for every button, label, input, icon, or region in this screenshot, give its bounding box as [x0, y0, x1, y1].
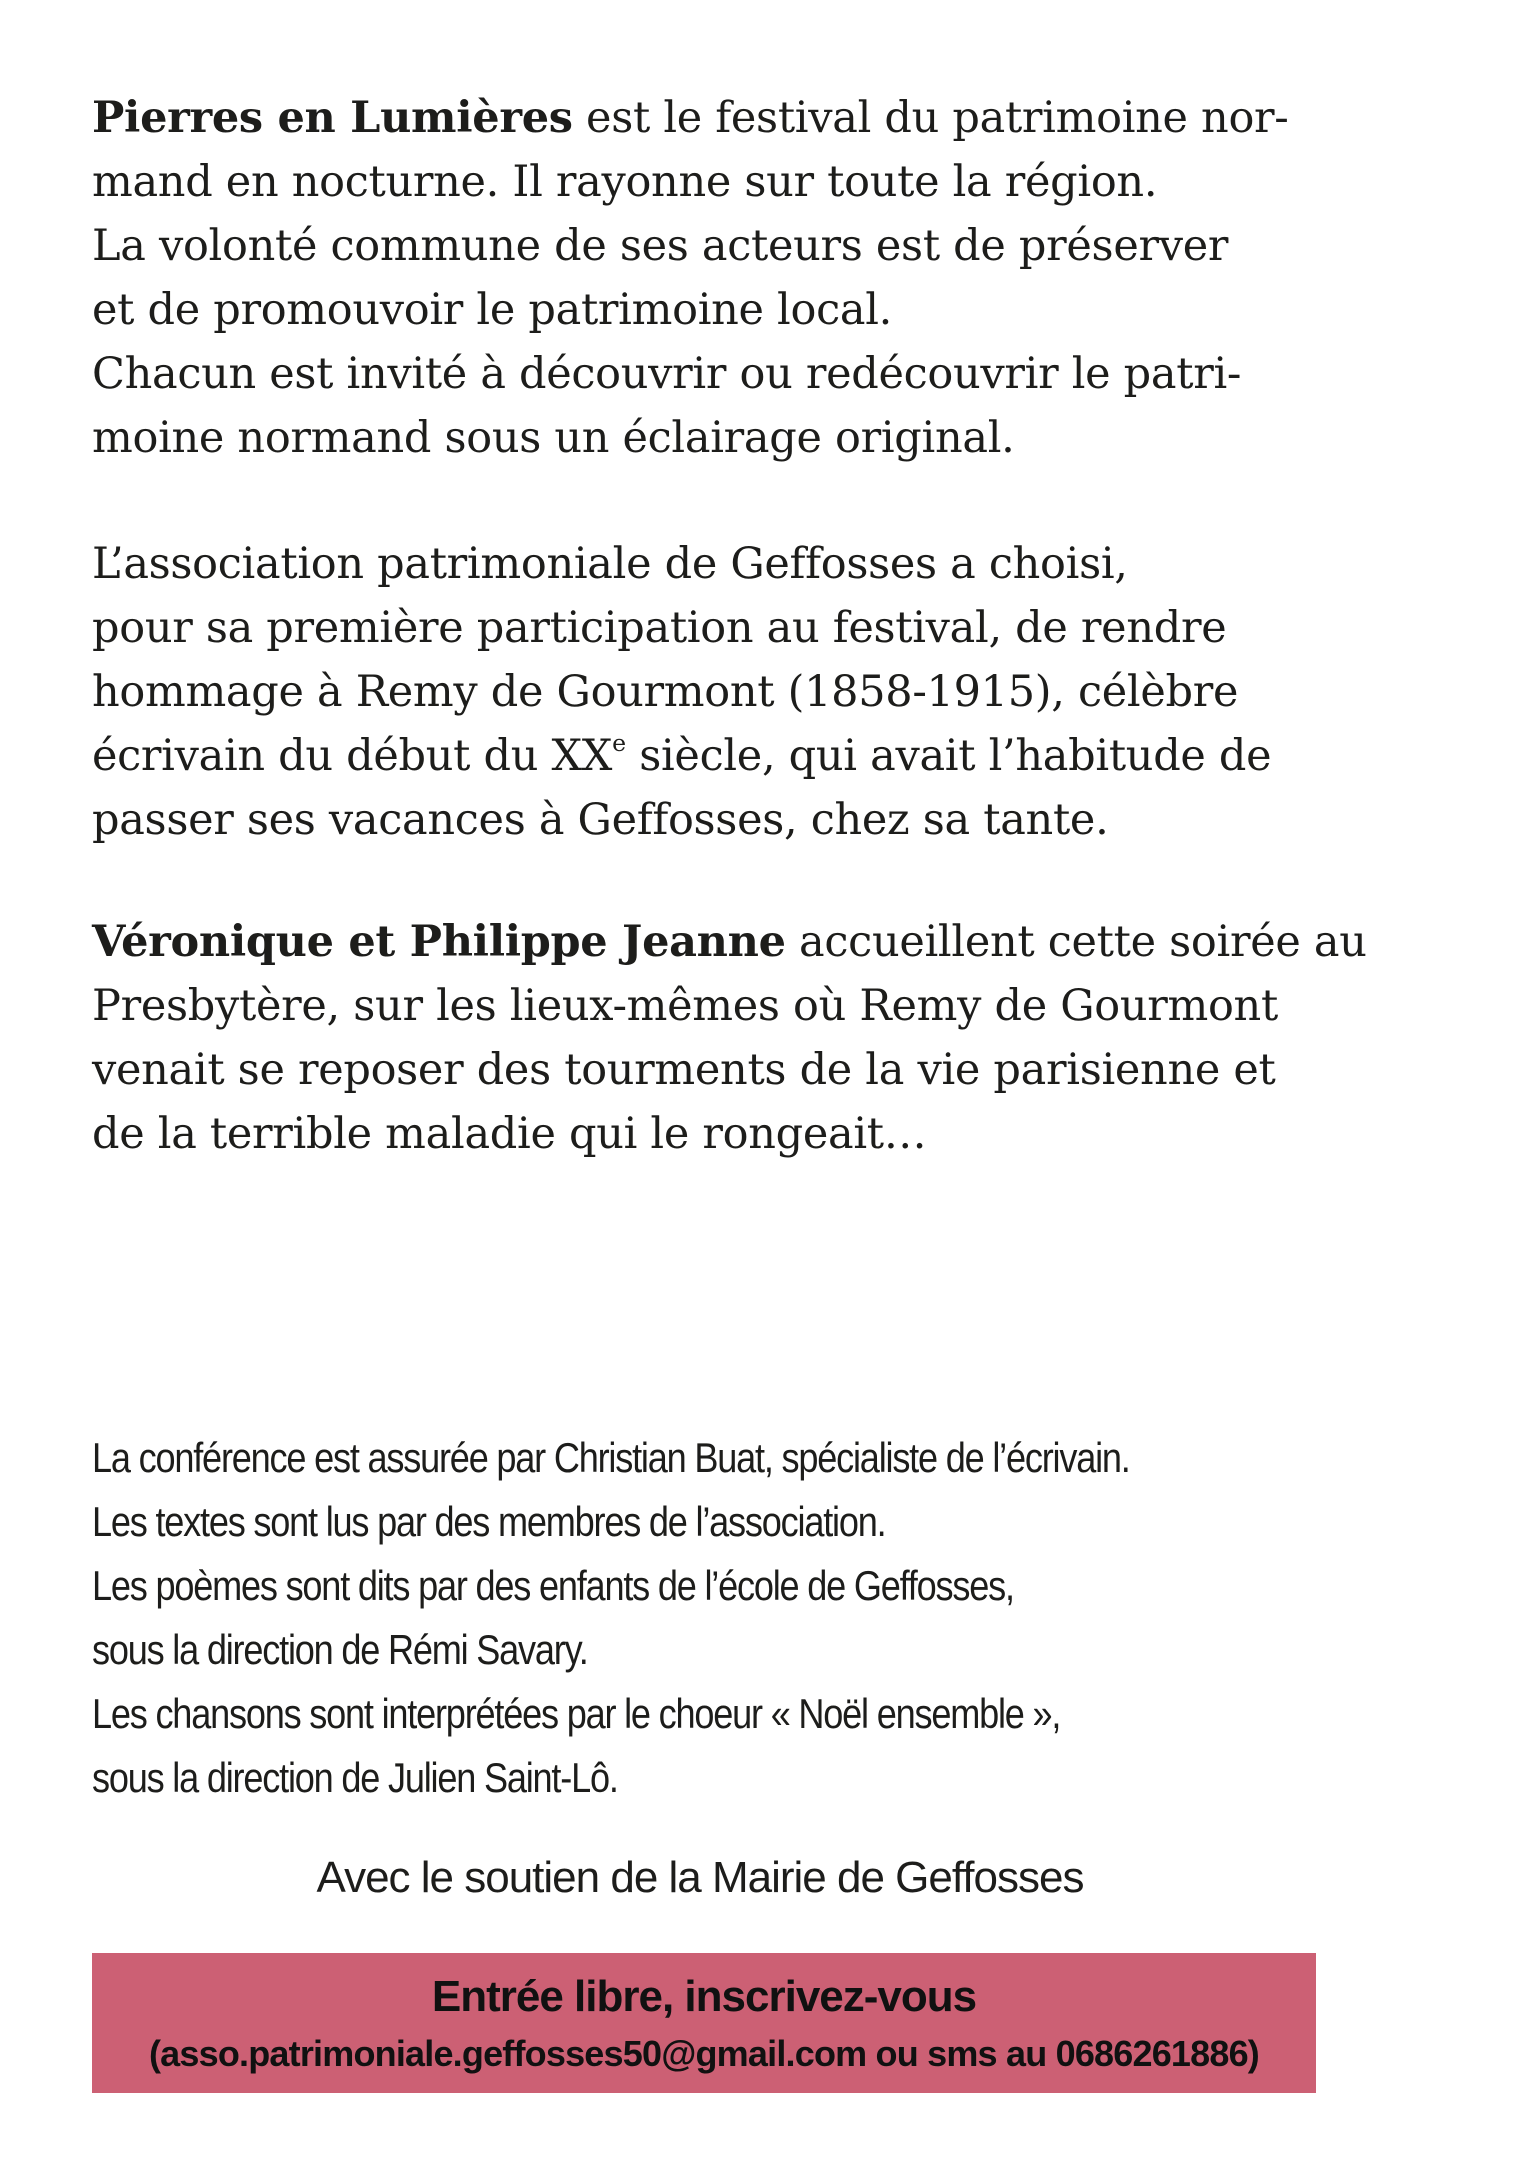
association-line: pour sa première participation au festival, de rendre	[92, 603, 1227, 653]
festival-name: Pierres en Lumières	[92, 93, 573, 143]
intro-line: mand en nocturne. Il rayonne sur toute la région.	[92, 157, 1158, 207]
intro-line: et de promouvoir le patrimoine local.	[92, 285, 893, 335]
intro-line: Chacun est invité à découvrir ou redécouvrir le patri-	[92, 349, 1242, 399]
intro-line: La volonté commune de ses acteurs est de préserver	[92, 221, 1229, 271]
credits-line: sous la direction de Julien Saint-Lô.	[92, 1754, 618, 1801]
association-line: L’association patrimoniale de Geffosses a choisi,	[92, 539, 1128, 589]
credits-line: Les chansons sont interprétées par le choeur « Noël ensemble »,	[92, 1690, 1061, 1737]
credits-line: La conférence est assurée par Christian Buat, spécialiste de l’écrivain.	[92, 1434, 1130, 1481]
association-line: hommage à Remy de Gourmont (1858-1915), célèbre	[92, 667, 1239, 717]
credits-paragraph	[92, 1426, 1176, 1810]
hosts-line: de la terrible maladie qui le rongeait…	[92, 1109, 927, 1159]
hosts-line: Véronique et Philippe Jeanne accueillent cette soirée au	[92, 917, 1367, 967]
hosts-line: Presbytère, sur les lieux-mêmes où Remy de Gourmont	[92, 981, 1278, 1031]
credits-line: Les textes sont lus par des membres de l’association.	[92, 1498, 886, 1545]
credits-line: Les poèmes sont dits par des enfants de l’école de Geffosses,	[92, 1562, 1014, 1609]
registration-banner	[92, 1953, 1316, 2093]
banner-headline: Entrée libre, inscrivez-vous	[431, 1972, 977, 2021]
hosts-line: venait se reposer des tourments de la vie parisienne et	[92, 1045, 1276, 1095]
association-line: écrivain du début du XXe siècle, qui avait l’habitude de	[92, 729, 1272, 781]
host-names: Véronique et Philippe Jeanne	[92, 917, 786, 967]
intro-line: Pierres en Lumières est le festival du patrimoine nor-	[92, 93, 1289, 143]
intro-paragraph	[92, 86, 1352, 470]
intro-line: moine normand sous un éclairage original.	[92, 413, 1015, 463]
banner-contact: (asso.patrimoniale.geffosses50@gmail.com ou sms au 0686261886)	[148, 2033, 1259, 2074]
association-paragraph	[92, 532, 1352, 852]
association-line: passer ses vacances à Geffosses, chez sa tante.	[92, 795, 1109, 845]
hosts-paragraph	[92, 910, 1367, 1166]
century-superscript: e	[612, 729, 626, 758]
support-note: Avec le soutien de la Mairie de Geffosses	[316, 1853, 1084, 1902]
credits-line: sous la direction de Rémi Savary.	[92, 1626, 588, 1673]
